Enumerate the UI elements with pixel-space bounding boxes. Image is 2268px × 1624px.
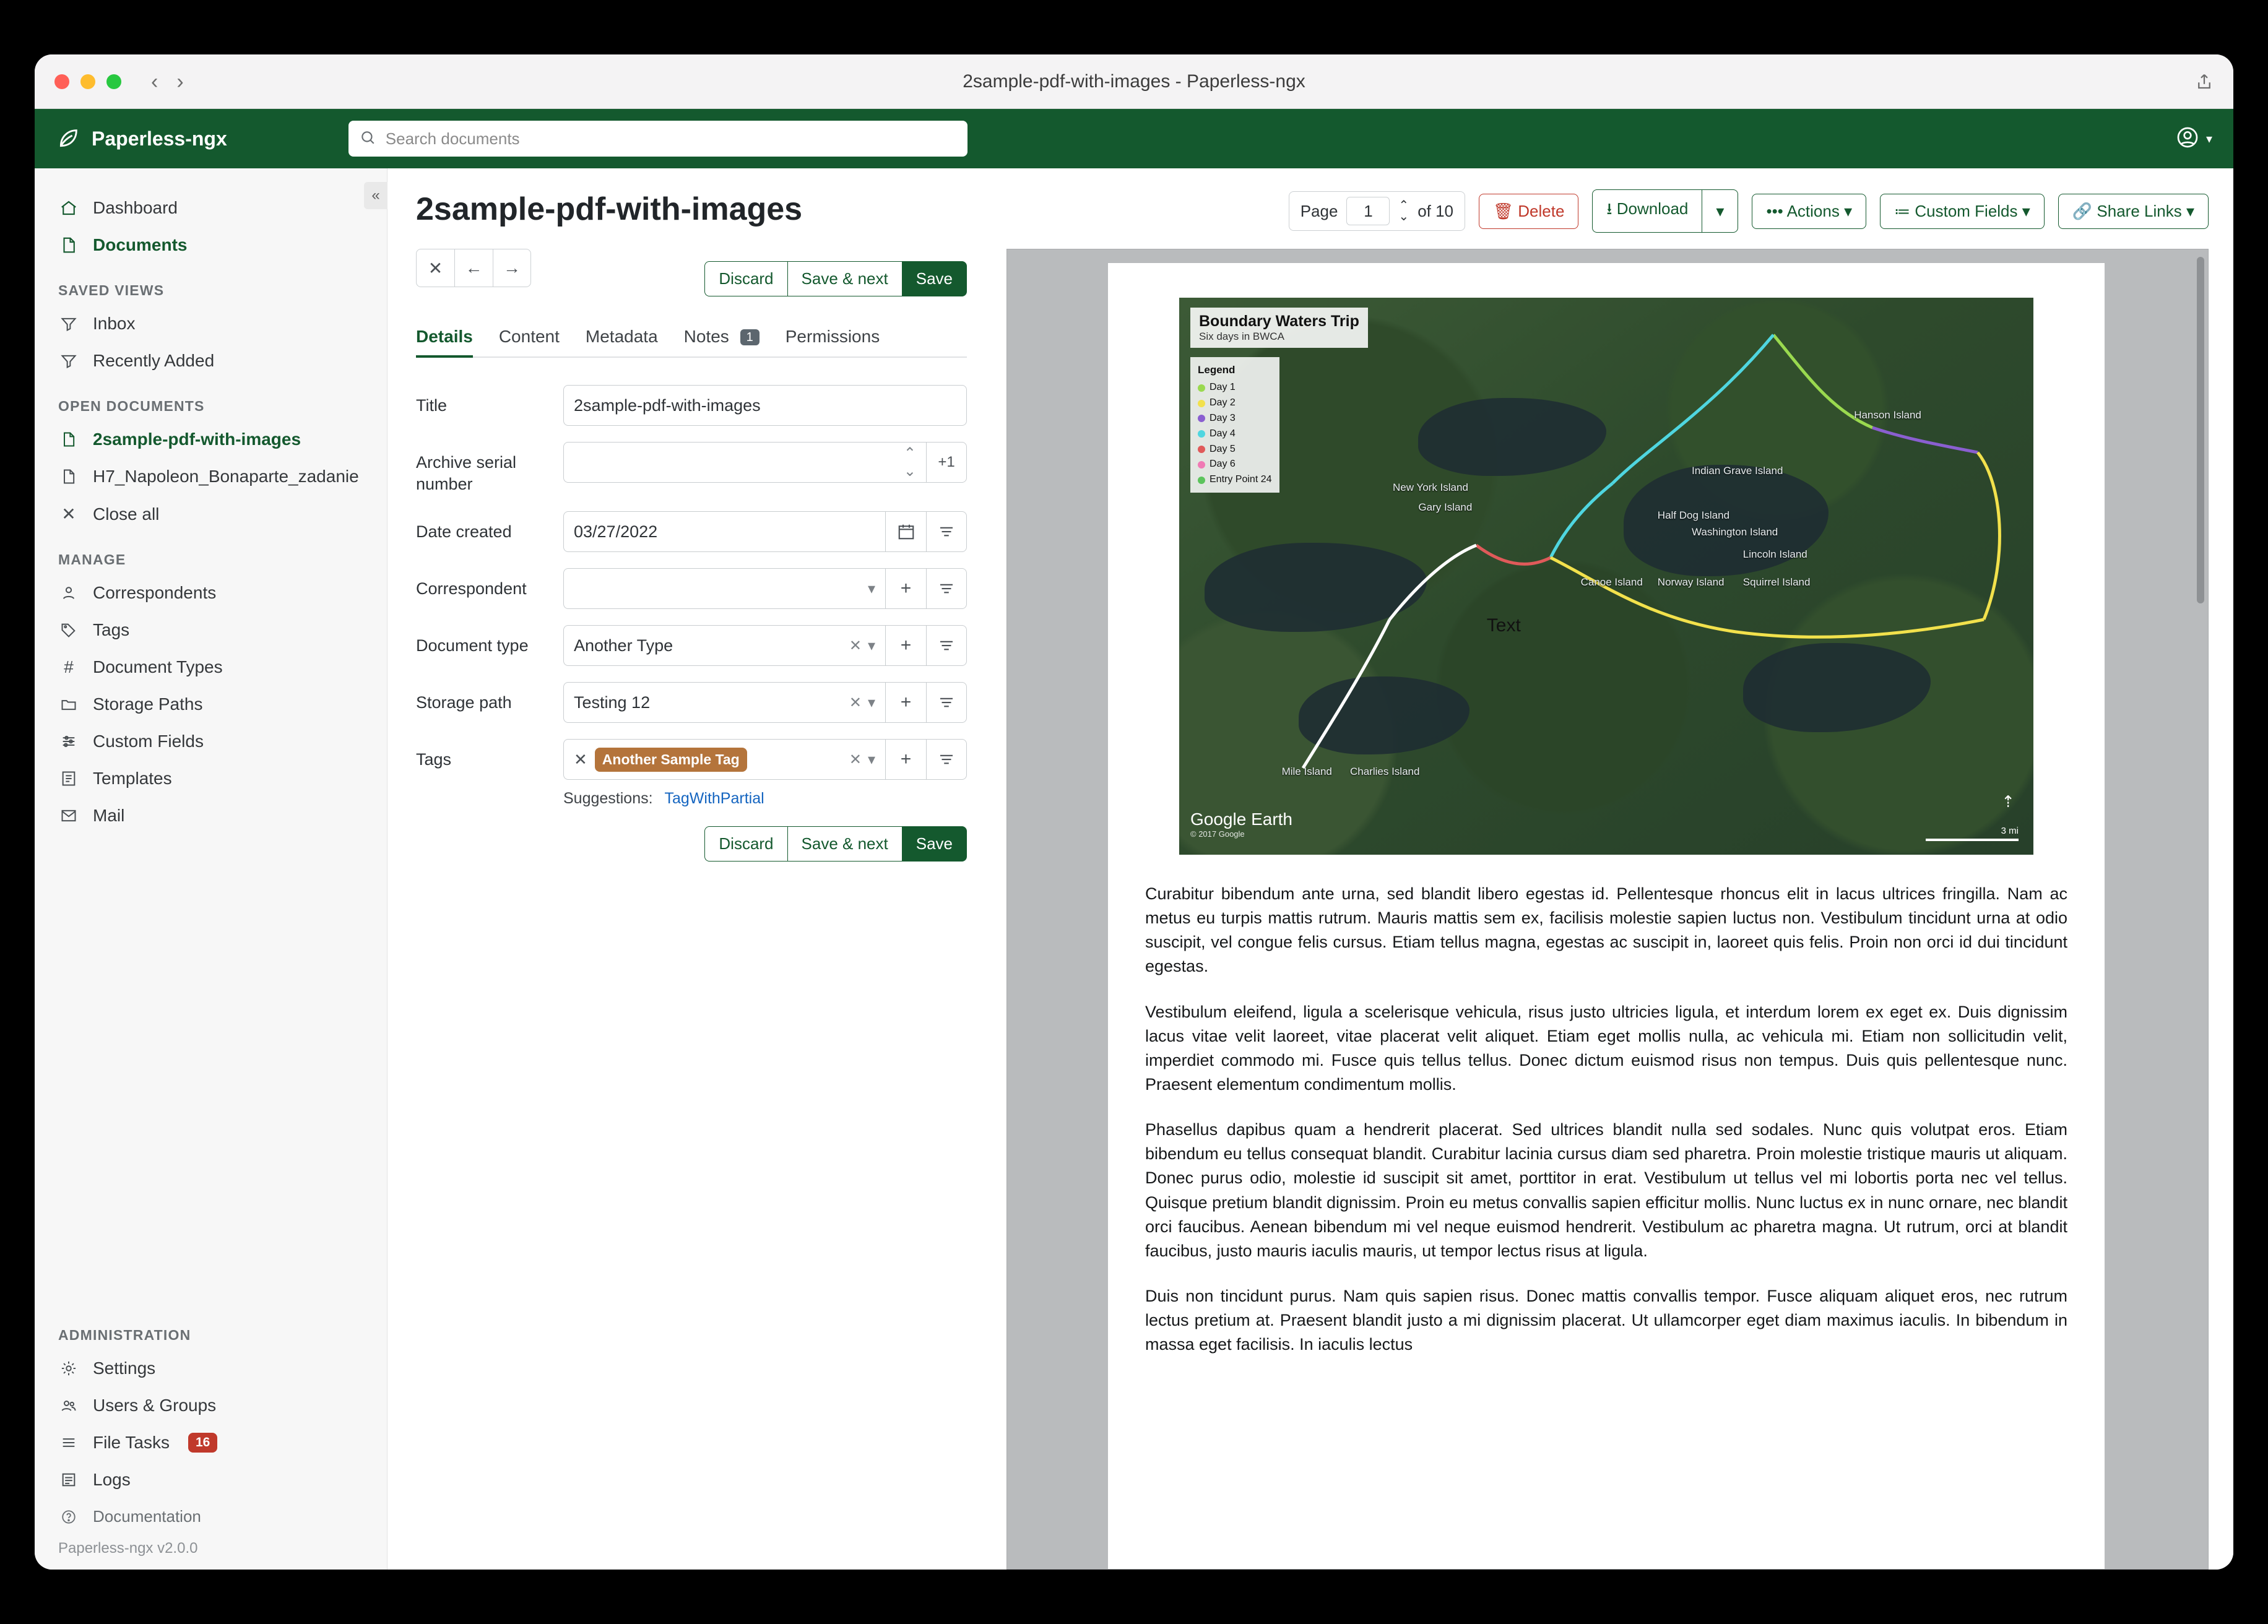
asn-input[interactable] bbox=[563, 442, 926, 483]
field-row-storage-path bbox=[416, 682, 967, 723]
asn-increment-button[interactable]: +1 bbox=[926, 442, 967, 483]
save-bar-top[interactable] bbox=[704, 261, 967, 296]
home-icon bbox=[58, 199, 79, 217]
map-legend bbox=[1190, 357, 1279, 493]
map-place-label: Gary Island bbox=[1418, 501, 1473, 513]
correspondent-label: Correspondent bbox=[416, 579, 527, 598]
document-paragraph: Vestibulum eleifend, ligula a scelerisque vehicula, risus justo ultricies ligula, et interdum lorem ex eget ex. Duis dignissim lacus vitae velit laoreet, vitae placerat velit aliquet. Etiam eget mollis nulla, ac vehicula mi. Etiam non sollicitudin velit, imperdiet commodo mi. Fusce quis tellus tellus. Donec dictum euismod risus non tempus. Duis quis pellentesque nunc. Praesent elementum condimentum mollis. bbox=[1145, 1002, 2067, 1094]
document-paragraph: Phasellus dapibus quam a hendrerit placerat. Sed ultrices blandit nulla sed sodales. Nunc quis volutpat eros. Etiam bibendum eu tellus consequat blandit. Curabitur lacinia cursus diam sed pharetra. Proin molestie tristique mauris ut aliquam. Donec purus odio, molestie id suscipit sit amet, porttitor in erat. Vestibulum ut tellus vel mi lobortis porta nec vel tellus. Quisque pretium blandit dignissim. Proin eu metus convallis sapien efficitur mollis. Nunc luctus ex in nunc ornare, nec blandit orci faucibus. Aenean bibendum mi vel neque euismod hendrerit. Vestibulum ac pharetra magna. Ut rutrum, orci at blandit faucibus, justo mauris iaculis mauris, ut tempor lectus risus at ligula. bbox=[1145, 1120, 2067, 1260]
sidebar-item-dashboard[interactable] bbox=[35, 189, 387, 227]
funnel-icon bbox=[58, 315, 79, 332]
chevron-down-icon[interactable]: ▾ bbox=[867, 580, 875, 597]
file-icon bbox=[58, 468, 79, 485]
chevron-down-icon[interactable]: ▾ bbox=[867, 637, 875, 654]
app-window bbox=[35, 54, 2233, 1570]
search-box[interactable] bbox=[348, 121, 967, 157]
map-place-label: Norway Island bbox=[1657, 576, 1725, 588]
sliders-icon: ≔ bbox=[1894, 201, 1911, 220]
download-group[interactable] bbox=[1592, 189, 1738, 233]
discard-button[interactable]: Discard bbox=[704, 261, 787, 296]
list-icon bbox=[58, 1434, 79, 1451]
tab-label: Content bbox=[498, 327, 560, 346]
map-place-label: Hanson Island bbox=[1854, 409, 1921, 421]
gear-icon bbox=[58, 1360, 79, 1377]
download-icon: ⭳ bbox=[1606, 199, 1612, 218]
map-place-label: Mile Island bbox=[1281, 766, 1332, 777]
map-attribution bbox=[1190, 810, 1292, 839]
document-preview-pane bbox=[994, 168, 2233, 1570]
legend-item: Day 3 bbox=[1210, 412, 1236, 423]
documents-icon bbox=[58, 236, 79, 254]
tab-permissions[interactable] bbox=[786, 327, 880, 356]
map-place-label: Charlies Island bbox=[1350, 766, 1420, 777]
sidebar-item-users-groups[interactable] bbox=[35, 1387, 387, 1424]
page-stepper-icon[interactable]: ⌃ ⌄ bbox=[1398, 199, 1409, 223]
chevron-down-icon[interactable]: ▾ bbox=[2205, 132, 2212, 146]
storage-path-select[interactable] bbox=[563, 682, 885, 723]
discard-button-bottom[interactable]: Discard bbox=[704, 826, 787, 862]
sidebar-item-label: Logs bbox=[93, 1470, 131, 1489]
clear-icon[interactable]: ✕ bbox=[849, 637, 862, 654]
sidebar-item-label: Recently Added bbox=[93, 351, 215, 370]
mail-icon bbox=[58, 807, 79, 824]
document-type-value: Another Type bbox=[574, 636, 673, 655]
title-input[interactable] bbox=[563, 385, 967, 426]
pdf-page bbox=[1108, 263, 2105, 1569]
share-links-button[interactable]: 🔗 Share Links ▾ bbox=[2058, 194, 2209, 229]
sidebar-item-correspondents[interactable] bbox=[35, 574, 387, 611]
tag-suggestions bbox=[563, 790, 967, 808]
help-circle-icon bbox=[58, 1509, 79, 1525]
page-number-input[interactable]: 1 bbox=[1346, 197, 1390, 225]
viewer-scrollbar[interactable] bbox=[2197, 257, 2204, 603]
file-icon bbox=[58, 431, 79, 448]
sidebar-item-logs[interactable] bbox=[35, 1461, 387, 1498]
legend-item: Day 6 bbox=[1210, 459, 1236, 470]
compass-icon: ⇡ bbox=[2001, 792, 2015, 811]
logs-icon bbox=[58, 1471, 79, 1488]
tab-details[interactable] bbox=[416, 327, 473, 356]
sidebar-item-close-all[interactable] bbox=[35, 495, 387, 533]
download-button[interactable] bbox=[1592, 189, 1702, 233]
sidebar-item-label: Mail bbox=[93, 806, 125, 825]
chevron-down-icon[interactable]: ▾ bbox=[867, 694, 875, 711]
date-created-label: Date created bbox=[416, 522, 512, 542]
documentation-link[interactable]: Documentation bbox=[93, 1507, 201, 1526]
search-icon bbox=[360, 129, 376, 149]
map-attribution-text: Google Earth bbox=[1190, 810, 1292, 829]
map-place-label: Lincoln Island bbox=[1742, 548, 1807, 560]
sidebar-item-file-tasks[interactable] bbox=[35, 1424, 387, 1461]
tab-notes[interactable] bbox=[684, 327, 760, 356]
clear-icon[interactable]: ✕ bbox=[849, 694, 862, 711]
page-selector[interactable] bbox=[1289, 191, 1465, 231]
sidebar-item-recently-added[interactable] bbox=[35, 342, 387, 379]
minimize-window-button[interactable] bbox=[80, 74, 95, 89]
map-subtitle-text: Six days in BWCA bbox=[1199, 330, 1284, 342]
calendar-icon[interactable] bbox=[885, 511, 926, 552]
title-value: 2sample-pdf-with-images bbox=[574, 395, 761, 415]
add-correspondent-button[interactable]: + bbox=[885, 568, 926, 609]
editor-tabs[interactable] bbox=[416, 327, 967, 358]
document-type-label: Document type bbox=[416, 636, 529, 655]
share-links-label: Share Links bbox=[2097, 201, 2182, 220]
correspondent-select[interactable] bbox=[563, 568, 885, 609]
sidebar-collapse-button[interactable]: « bbox=[364, 182, 387, 209]
sliders-icon bbox=[58, 733, 79, 750]
sidebar-section-manage: MANAGE bbox=[58, 551, 126, 568]
legend-item: Day 1 bbox=[1210, 382, 1236, 393]
map-place-label: Washington Island bbox=[1692, 526, 1778, 538]
map-place-label: Half Dog Island bbox=[1657, 509, 1730, 521]
tab-metadata[interactable] bbox=[586, 327, 658, 356]
window-titlebar bbox=[35, 54, 2233, 109]
sidebar-item-settings[interactable] bbox=[35, 1350, 387, 1387]
tab-label: Permissions bbox=[785, 327, 880, 346]
tab-label: Details bbox=[416, 327, 473, 346]
sidebar-item-label: Documents bbox=[93, 235, 188, 254]
app-brand[interactable] bbox=[56, 126, 227, 151]
document-type-suggest-icon[interactable] bbox=[926, 625, 967, 666]
tab-label: Notes bbox=[683, 327, 729, 346]
tags-suggest-icon[interactable] bbox=[926, 739, 967, 780]
map-place-label: Squirrel Island bbox=[1742, 576, 1811, 588]
title-label: Title bbox=[416, 396, 448, 415]
pdf-viewer[interactable] bbox=[1006, 249, 2209, 1570]
folder-icon bbox=[58, 696, 79, 713]
sidebar-item-open-doc-1[interactable] bbox=[35, 421, 387, 458]
map-place-label: New York Island bbox=[1393, 482, 1468, 493]
actions-button[interactable]: ••• Actions ▾ bbox=[1752, 194, 1866, 229]
next-document-button[interactable]: → bbox=[493, 249, 531, 287]
suggestion-tagwithpartial[interactable]: TagWithPartial bbox=[664, 790, 764, 808]
storage-path-value: Testing 12 bbox=[574, 693, 651, 712]
save-and-next-button[interactable]: Save & next bbox=[787, 261, 902, 296]
close-window-button[interactable] bbox=[54, 74, 69, 89]
template-icon bbox=[58, 770, 79, 787]
legend-item: Day 2 bbox=[1210, 397, 1236, 408]
user-menu[interactable] bbox=[2175, 125, 2212, 153]
clear-icon[interactable]: ✕ bbox=[849, 751, 862, 768]
document-paragraph: Curabitur bibendum ante urna, sed blandit libero egestas id. Pellentesque rhoncus elit in lacus ultrices fringilla. Nam ac metus eu turpis mattis rutrum. Mauris mattis sem ex, facilisis molestie sapien luctus non. Vestibulum tincidunt urna at odio suscipit, vel congue felis cursus. Etiam tellus magna, egestas ac suscipit in, laoreet quis felis. Proin non orci id dui tincidunt egestas. bbox=[1145, 884, 2067, 976]
forward-icon[interactable]: › bbox=[176, 69, 184, 93]
tag-icon bbox=[58, 621, 79, 639]
sidebar-item-mail[interactable] bbox=[35, 797, 387, 834]
delete-label: Delete bbox=[1518, 201, 1565, 220]
sidebar-item-label: 2sample-pdf-with-images bbox=[93, 430, 301, 449]
save-button[interactable]: Save bbox=[902, 261, 967, 296]
map-place-label: Canoe Island bbox=[1580, 576, 1643, 588]
field-row-date-created bbox=[416, 511, 967, 552]
page-label: Page bbox=[1300, 201, 1338, 220]
sidebar-item-label: Document Types bbox=[93, 657, 223, 676]
custom-fields-button[interactable]: ≔ Custom Fields ▾ bbox=[1880, 194, 2045, 229]
map-title bbox=[1190, 308, 1368, 348]
close-icon: ✕ bbox=[61, 504, 76, 524]
asn-label: Archive serial number bbox=[416, 453, 517, 494]
map-scale bbox=[1926, 826, 2019, 841]
sidebar-item-open-doc-2[interactable] bbox=[35, 458, 387, 495]
sidebar-item-templates[interactable] bbox=[35, 760, 387, 797]
sidebar-item-document-types[interactable] bbox=[35, 649, 387, 686]
sidebar-item-label: Templates bbox=[93, 769, 172, 788]
legend-item: Entry Point 24 bbox=[1210, 474, 1272, 485]
person-icon bbox=[58, 584, 79, 602]
download-options-button[interactable]: ▾ bbox=[1702, 189, 1738, 233]
add-tag-button[interactable]: + bbox=[885, 739, 926, 780]
date-created-input[interactable] bbox=[563, 511, 885, 552]
tab-content[interactable] bbox=[499, 327, 560, 356]
leaf-icon bbox=[56, 126, 80, 151]
stepper-icon[interactable]: ⌃ ⌄ bbox=[903, 445, 916, 480]
notes-count-badge: 1 bbox=[740, 329, 760, 345]
storage-path-label: Storage path bbox=[416, 693, 512, 712]
sidebar-section-administration: ADMINISTRATION bbox=[58, 1327, 191, 1343]
map-attribution-sub: © 2017 Google bbox=[1190, 829, 1245, 839]
remove-tag-icon[interactable]: ✕ bbox=[574, 749, 587, 769]
page-title: 2sample-pdf-with-images bbox=[416, 191, 803, 227]
sidebar-item-label: Users & Groups bbox=[93, 1396, 217, 1415]
sidebar-item-label: Correspondents bbox=[93, 583, 217, 602]
sidebar-item-storage-paths[interactable] bbox=[35, 686, 387, 723]
tab-label: Metadata bbox=[585, 327, 658, 346]
field-row-document-type bbox=[416, 625, 967, 666]
close-document-button[interactable]: ✕ bbox=[416, 249, 454, 287]
download-label: Download bbox=[1616, 199, 1689, 218]
ellipsis-icon: ••• bbox=[1766, 201, 1783, 220]
document-map-image bbox=[1179, 298, 2033, 855]
app-brand-label: Paperless-ngx bbox=[92, 127, 227, 150]
suggestions-label: Suggestions: bbox=[563, 790, 653, 808]
sidebar-item-documentation[interactable] bbox=[35, 1498, 387, 1535]
share-icon[interactable] bbox=[2195, 72, 2214, 92]
page-total-label: of 10 bbox=[1418, 201, 1454, 220]
search-input[interactable] bbox=[384, 129, 956, 149]
sidebar-item-label: Custom Fields bbox=[93, 732, 204, 751]
sidebar-section-open-documents: OPEN DOCUMENTS bbox=[58, 398, 205, 414]
app-version: Paperless-ngx v2.0.0 bbox=[58, 1540, 198, 1557]
previous-document-button[interactable]: ← bbox=[454, 249, 493, 287]
add-document-type-button[interactable]: + bbox=[885, 625, 926, 666]
field-row-title bbox=[416, 385, 967, 426]
legend-item: Day 4 bbox=[1210, 428, 1236, 439]
tags-label: Tags bbox=[416, 750, 452, 769]
main-content bbox=[387, 168, 2233, 1570]
save-bar-bottom[interactable] bbox=[704, 826, 967, 862]
map-title-text: Boundary Waters Trip bbox=[1199, 313, 1359, 330]
users-icon bbox=[58, 1397, 79, 1414]
map-text-annotation: Text bbox=[1486, 615, 1521, 636]
date-created-value: 03/27/2022 bbox=[574, 522, 658, 541]
document-edit-pane bbox=[387, 168, 994, 1570]
sidebar bbox=[35, 168, 387, 1570]
sidebar-item-custom-fields[interactable] bbox=[35, 723, 387, 760]
back-icon[interactable]: ‹ bbox=[151, 69, 158, 93]
maximize-window-button[interactable] bbox=[106, 74, 121, 89]
sidebar-item-label: Close all bbox=[93, 504, 160, 524]
file-tasks-badge: 16 bbox=[188, 1433, 217, 1453]
sidebar-item-label: Settings bbox=[93, 1358, 156, 1378]
document-type-select[interactable] bbox=[563, 625, 885, 666]
sidebar-item-label: Inbox bbox=[93, 314, 136, 333]
sidebar-item-label: Dashboard bbox=[93, 198, 178, 217]
field-row-archive-serial-number bbox=[416, 442, 967, 495]
sidebar-item-documents[interactable] bbox=[35, 227, 387, 264]
document-paragraph: Duis non tincidunt purus. Nam quis sapien risus. Donec mattis convallis tempor. Fusce aliquam aliquet eros, nec rutrum lectus pretium at. Praesent blandit justo a mi dignissim placerat. Ut ullamcorper eget diam maximus iaculis. In bibendum in massa eget facilisis. In iaculis lectus bbox=[1145, 1286, 2067, 1354]
tags-select[interactable] bbox=[563, 739, 885, 780]
funnel-icon bbox=[58, 352, 79, 369]
hash-icon: # bbox=[64, 657, 74, 676]
sidebar-section-saved-views: SAVED VIEWS bbox=[58, 282, 165, 298]
legend-title: Legend bbox=[1198, 364, 1236, 376]
document-nav-buttons[interactable] bbox=[416, 249, 531, 287]
correspondent-suggest-icon[interactable] bbox=[926, 568, 967, 609]
delete-button[interactable] bbox=[1479, 194, 1578, 229]
app-header bbox=[35, 109, 2233, 168]
map-place-label: Indian Grave Island bbox=[1692, 465, 1783, 477]
trash-icon: 🗑 bbox=[1493, 201, 1514, 220]
actions-label: Actions bbox=[1786, 201, 1840, 220]
sidebar-item-label: Storage Paths bbox=[93, 694, 203, 714]
chevron-down-icon[interactable]: ▾ bbox=[867, 751, 875, 768]
add-storage-path-button[interactable]: + bbox=[885, 682, 926, 723]
save-button-bottom[interactable]: Save bbox=[902, 826, 967, 862]
field-row-tags bbox=[416, 739, 967, 780]
map-scale-text: 3 mi bbox=[2001, 826, 2019, 836]
account-icon[interactable] bbox=[2175, 125, 2200, 153]
preview-toolbar bbox=[1006, 189, 2209, 233]
window-title: 2sample-pdf-with-images - Paperless-ngx bbox=[963, 71, 1305, 92]
sidebar-item-label: Tags bbox=[93, 620, 130, 639]
custom-fields-label: Custom Fields bbox=[1915, 201, 2018, 220]
sidebar-item-inbox[interactable] bbox=[35, 305, 387, 342]
storage-path-suggest-icon[interactable] bbox=[926, 682, 967, 723]
sidebar-item-label: File Tasks bbox=[93, 1433, 170, 1452]
tag-chip[interactable]: Another Sample Tag bbox=[595, 748, 747, 772]
window-controls[interactable] bbox=[54, 74, 121, 89]
legend-item: Day 5 bbox=[1210, 443, 1236, 454]
link-icon: 🔗 bbox=[2072, 201, 2093, 220]
field-row-correspondent bbox=[416, 568, 967, 609]
sidebar-item-label: H7_Napoleon_Bonaparte_zadanie bbox=[93, 467, 359, 486]
date-suggest-icon[interactable] bbox=[926, 511, 967, 552]
sidebar-item-tags[interactable] bbox=[35, 611, 387, 649]
save-and-next-button-bottom[interactable]: Save & next bbox=[787, 826, 902, 862]
